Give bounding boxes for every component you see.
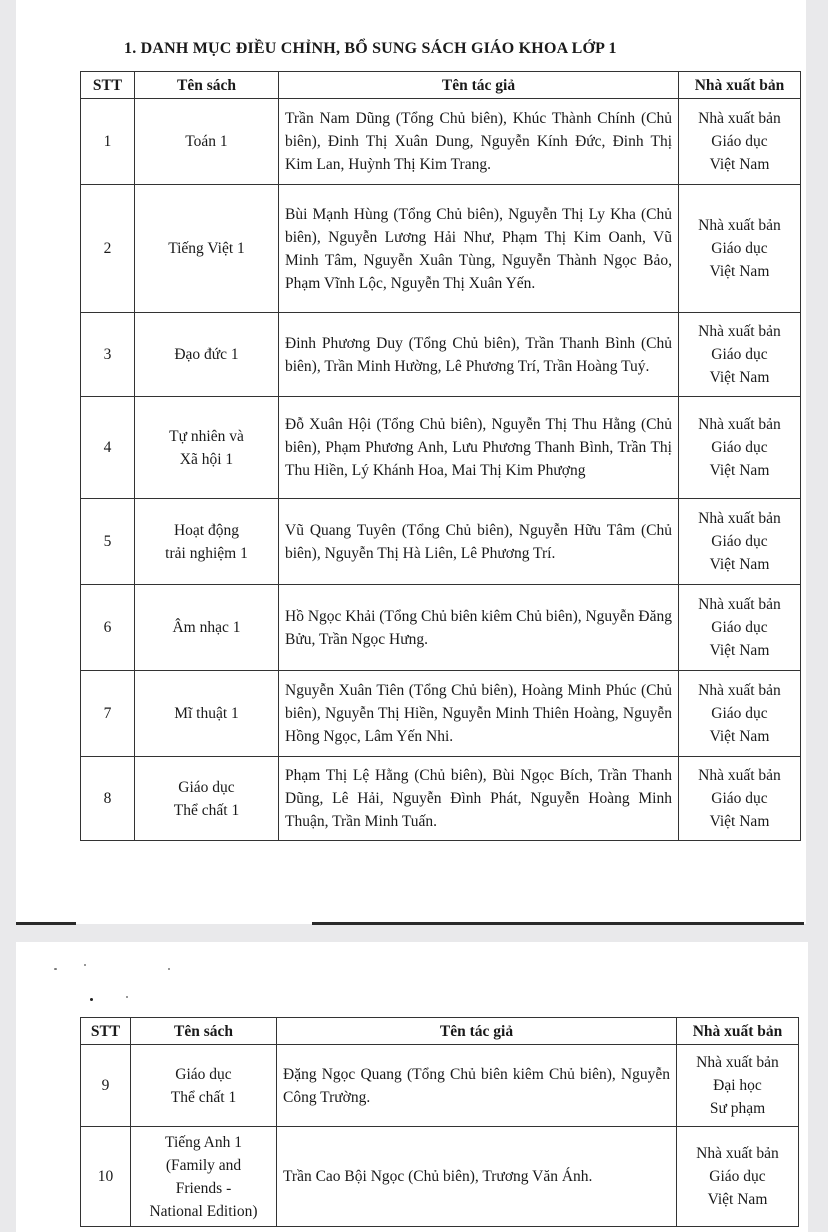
table-row: [81, 585, 801, 671]
publisher-line: Sư phạm: [709, 1100, 766, 1117]
publisher-line: Việt Nam: [709, 556, 770, 573]
table-row: [81, 397, 801, 499]
publisher: [679, 499, 801, 585]
book-name-line: Thể chất 1: [170, 1088, 237, 1106]
book-name-line: Âm nhạc 1: [172, 619, 241, 636]
publisher-line: Giáo dục: [711, 533, 768, 550]
publisher-line: Việt Nam: [709, 462, 770, 479]
book-name: [135, 397, 279, 499]
author-list: Đặng Ngọc Quang (Tổng Chủ biên kiêm Chủ biên), Nguyễn Công Trường.: [277, 1045, 677, 1127]
row-number: 4: [81, 397, 135, 499]
publisher-line: Giáo dục: [711, 705, 768, 722]
author-list: Đinh Phương Duy (Tổng Chủ biên), Trần Thanh Bình (Chủ biên), Trần Minh Hường, Lê Phương Trí, Trần Hoàng Tuý.: [279, 313, 679, 397]
publisher: [677, 1127, 799, 1227]
author-list: Phạm Thị Lệ Hằng (Chủ biên), Bùi Ngọc Bích, Trần Thanh Dũng, Lê Hải, Nguyễn Đình Phát, Nguyễn Hoàng Minh Thuận, Trần Minh Tuấn.: [279, 757, 679, 841]
publisher-line: Nhà xuất bản: [698, 510, 781, 527]
table-row: [81, 99, 801, 185]
row-number: 2: [81, 185, 135, 313]
textbook-table-continued: [80, 1017, 799, 1227]
publisher-line: Nhà xuất bản: [698, 416, 781, 433]
page-edge-line: [312, 922, 804, 925]
publisher-line: Việt Nam: [709, 813, 770, 830]
publisher-line: Việt Nam: [709, 369, 770, 386]
row-number: 1: [81, 99, 135, 185]
book-name: [135, 185, 279, 313]
table-row: [81, 185, 801, 313]
book-name-line: Giáo dục: [175, 1065, 232, 1083]
section-title: 1. DANH MỤC ĐIỀU CHỈNH, BỔ SUNG SÁCH GIÁO KHOA LỚP 1: [124, 40, 617, 57]
header-authors: Tên tác giả: [279, 72, 679, 99]
book-name: [135, 585, 279, 671]
book-name-line: Xã hội 1: [179, 450, 234, 468]
book-name: [135, 499, 279, 585]
row-number: 3: [81, 313, 135, 397]
publisher-line: Việt Nam: [709, 728, 770, 745]
publisher: [679, 585, 801, 671]
scan-specks: [40, 962, 160, 1002]
textbook-table: [80, 71, 801, 841]
book-name-line: Toán 1: [185, 133, 228, 150]
publisher-line: Giáo dục: [709, 1168, 766, 1185]
author-list: Vũ Quang Tuyên (Tổng Chủ biên), Nguyễn Hữu Tâm (Chủ biên), Nguyễn Thị Hà Liên, Lê Phương Trí.: [279, 499, 679, 585]
book-name-line: trải nghiệm 1: [165, 544, 248, 562]
table-header-row: [81, 72, 801, 99]
author-list: Đỗ Xuân Hội (Tổng Chủ biên), Nguyễn Thị Thu Hằng (Chủ biên), Phạm Phương Anh, Lưu Phương Thanh Bình, Trần Thị Thu Hiền, Lý Khánh Hoa, Mai Thị Kim Phượng: [279, 397, 679, 499]
publisher-line: Nhà xuất bản: [696, 1054, 779, 1071]
book-name-line: Giáo dục: [178, 778, 235, 796]
publisher: [679, 671, 801, 757]
publisher: [677, 1045, 799, 1127]
publisher-line: Nhà xuất bản: [698, 596, 781, 613]
publisher-line: Giáo dục: [711, 240, 768, 257]
book-name: [135, 99, 279, 185]
header-stt: STT: [81, 1018, 131, 1045]
publisher-line: Nhà xuất bản: [698, 323, 781, 340]
book-name-line: Tiếng Anh 1: [165, 1133, 242, 1151]
book-name-line: Tự nhiên và: [169, 427, 244, 445]
publisher-line: Đại học: [713, 1077, 762, 1094]
book-name-line: Đạo đức 1: [174, 346, 239, 363]
header-book: Tên sách: [135, 72, 279, 99]
publisher-line: Việt Nam: [709, 263, 770, 280]
author-list: Trần Cao Bội Ngọc (Chủ biên), Trương Văn Ánh.: [277, 1127, 677, 1227]
table-row: [81, 1045, 799, 1127]
page-edge-line: [16, 922, 76, 925]
book-name: [135, 671, 279, 757]
book-name-line: Tiếng Việt 1: [168, 240, 245, 257]
header-publisher: Nhà xuất bản: [679, 72, 801, 99]
publisher: [679, 99, 801, 185]
header-authors: Tên tác giả: [277, 1018, 677, 1045]
publisher-line: Giáo dục: [711, 790, 768, 807]
document-page-1: [16, 0, 806, 924]
row-number: 8: [81, 757, 135, 841]
row-number: 10: [81, 1127, 131, 1227]
table-row: [81, 757, 801, 841]
book-name-line: (Family and: [165, 1156, 242, 1174]
publisher-line: Nhà xuất bản: [698, 767, 781, 784]
publisher: [679, 757, 801, 841]
document-page-2: [16, 942, 808, 1232]
book-name: [135, 757, 279, 841]
row-number: 6: [81, 585, 135, 671]
publisher-line: Giáo dục: [711, 133, 768, 150]
publisher-line: Việt Nam: [709, 642, 770, 659]
publisher-line: Giáo dục: [711, 346, 768, 363]
author-list: Nguyễn Xuân Tiên (Tổng Chủ biên), Hoàng Minh Phúc (Chủ biên), Nguyễn Thị Hiền, Nguyễn Minh Thiên Hoàng, Nguyễn Hồng Ngọc, Lâm Yến Nhi.: [279, 671, 679, 757]
row-number: 9: [81, 1045, 131, 1127]
publisher-line: Nhà xuất bản: [696, 1145, 779, 1162]
header-stt: STT: [81, 72, 135, 99]
table-row: [81, 313, 801, 397]
author-list: Hồ Ngọc Khải (Tổng Chủ biên kiêm Chủ biên), Nguyễn Đăng Bửu, Trần Ngọc Hưng.: [279, 585, 679, 671]
publisher: [679, 397, 801, 499]
author-list: Trần Nam Dũng (Tổng Chủ biên), Khúc Thành Chính (Chủ biên), Đinh Thị Xuân Dung, Nguyễn Kính Đức, Đinh Thị Kim Lan, Huỳnh Thị Kim Trang.: [279, 99, 679, 185]
book-name: [131, 1127, 277, 1227]
publisher-line: Nhà xuất bản: [698, 217, 781, 234]
publisher-line: Việt Nam: [709, 156, 770, 173]
publisher-line: Giáo dục: [711, 439, 768, 456]
publisher-line: Giáo dục: [711, 619, 768, 636]
book-name-line: Hoạt động: [173, 521, 239, 539]
table-row: [81, 499, 801, 585]
book-name-line: Friends -: [175, 1179, 232, 1197]
publisher: [679, 313, 801, 397]
publisher-line: Việt Nam: [707, 1191, 768, 1208]
book-name: [135, 313, 279, 397]
book-name-line: Thể chất 1: [173, 801, 240, 819]
row-number: 5: [81, 499, 135, 585]
book-name: [131, 1045, 277, 1127]
publisher-line: Nhà xuất bản: [698, 682, 781, 699]
table-row: [81, 1127, 799, 1227]
row-number: 7: [81, 671, 135, 757]
author-list: Bùi Mạnh Hùng (Tổng Chủ biên), Nguyễn Thị Ly Kha (Chủ biên), Nguyễn Lương Hải Như, Phạm Thị Kim Oanh, Vũ Minh Tâm, Nguyễn Xuân Tùng, Nguyễn Thành Ngọc Bảo, Phạm Vĩnh Lộc, Nguyễn Thị Xuân Yến.: [279, 185, 679, 313]
publisher: [679, 185, 801, 313]
header-book: Tên sách: [131, 1018, 277, 1045]
book-name-line: Mĩ thuật 1: [174, 705, 239, 722]
header-publisher: Nhà xuất bản: [677, 1018, 799, 1045]
table-header-row: [81, 1018, 799, 1045]
publisher-line: Nhà xuất bản: [698, 110, 781, 127]
book-name-line: National Edition): [149, 1202, 258, 1220]
table-row: [81, 671, 801, 757]
